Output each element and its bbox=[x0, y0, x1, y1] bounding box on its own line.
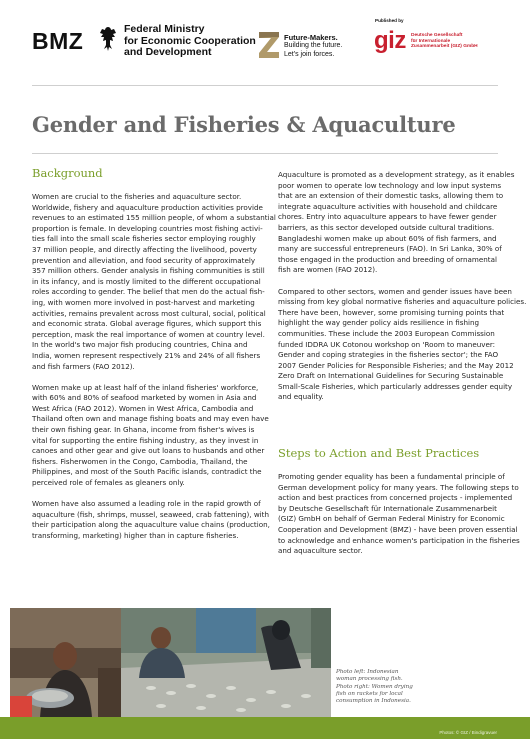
text-line: with 60% and 80% of seafood marketed by women in Asia and bbox=[32, 393, 257, 403]
text-line: canoes and other gear and give out loans to husbands and other bbox=[32, 446, 265, 456]
background-heading: Background bbox=[32, 166, 103, 180]
text-line: roles according to gender. The belief that men do the actual fish- bbox=[32, 287, 265, 297]
text-line: Zero Draft on International Guidelines for Securing Sustainable bbox=[278, 371, 504, 381]
text-line: Worldwide, fishery and aquaculture production activities provide bbox=[32, 202, 263, 212]
text-line: 357 million others. Gender analysis in fishing communities is still bbox=[32, 266, 265, 276]
text-line: by Deutsche Gesellschaft für Internationale Zusammenarbeit bbox=[278, 503, 497, 513]
paragraph bbox=[278, 472, 520, 557]
text-line: vital for supporting the entire fishing industry, as they invest in bbox=[32, 435, 259, 445]
steps-paragraph bbox=[278, 472, 520, 567]
text-line: revenues to an estimated 155 million people, of whom a substantial bbox=[32, 213, 276, 223]
text-line: Gender and coping strategies in the fisheries sector'; the FAO bbox=[278, 350, 499, 360]
giz-name-line: für Internationale bbox=[411, 38, 451, 44]
title-divider bbox=[32, 153, 498, 154]
future-makers-slogan bbox=[284, 34, 342, 59]
text-line: perception, mask the real importance of women at country level. bbox=[32, 329, 265, 339]
text-line: their own fishing gear. In Ghana, income from fisher's wives is bbox=[32, 425, 255, 435]
text-line: that are an extension of their domestic tasks, allowing them to bbox=[278, 191, 504, 201]
text-line: funded IDDRA UK Cotonou workshop on 'Room to maneuver: bbox=[278, 339, 496, 349]
text-line: and equality. bbox=[278, 392, 324, 402]
text-line: 2007 Gender Policies for Responsible Fisheries; and the May 2012 bbox=[278, 360, 514, 370]
text-line: There have been, however, some promising turning points that bbox=[278, 307, 505, 317]
text-line: 37 million people, and directly affecting the livelihood, poverty bbox=[32, 244, 257, 254]
federal-eagle-icon bbox=[98, 25, 118, 53]
slogan-line: Future-Makers. bbox=[284, 33, 338, 42]
text-line: Women have also assumed a leading role in the rapid growth of bbox=[32, 499, 261, 509]
caption-line: woman processing fish. bbox=[336, 676, 403, 683]
footer-bar bbox=[0, 717, 530, 739]
text-line: Small-Scale Fisheries, which particularly addresses gender equity bbox=[278, 381, 513, 391]
text-line: aquaculture (fish, shrimps, mussel, seaweed, crab fattening), with bbox=[32, 509, 269, 519]
text-line: Promoting gender equality has been a fundamental principle of bbox=[278, 472, 505, 481]
paragraph bbox=[278, 170, 515, 276]
caption-line: fish on rackets for local bbox=[336, 690, 403, 697]
text-line: fishers. Fisherwomen in the Congo, Cambodia, Thailand, the bbox=[32, 456, 248, 466]
paragraph bbox=[32, 382, 269, 489]
slogan-line: Let's join forces. bbox=[284, 50, 335, 58]
text-line: activities, remains prevalent across most cultural, social, political bbox=[32, 308, 266, 318]
steps-heading: Steps to Action and Best Practices bbox=[278, 446, 480, 460]
text-line: perceived role of females as gleaners only. bbox=[32, 478, 185, 488]
caption-line: Photo left: Indonesian bbox=[336, 669, 399, 675]
giz-full-name bbox=[411, 33, 478, 50]
caption-line: consumption in Indonesia. bbox=[336, 698, 411, 705]
published-by-label: Published by bbox=[375, 18, 404, 23]
text-line: proportion is female. In developing countries most fishing activi- bbox=[32, 223, 263, 233]
header-divider bbox=[32, 85, 498, 86]
text-line: Women make up at least half of the inland fisheries' workforce, bbox=[32, 382, 259, 392]
text-line: Bangladeshi women make up about 60% of fish farmers, and bbox=[278, 233, 497, 243]
ministry-name bbox=[124, 24, 256, 59]
text-line: and economic strata. Global average figures, which support this bbox=[32, 319, 262, 329]
giz-name-line: Deutsche Gesellschaft bbox=[411, 33, 463, 38]
text-line: chores. Entry into aquaculture appears to have fewer gender bbox=[278, 212, 497, 222]
text-line: India, women represent respectively 21% and 24% of all fishers bbox=[32, 350, 261, 360]
text-line: Women are crucial to the fisheries and aquaculture sector. bbox=[32, 192, 242, 201]
text-line: missing from key global normative fisheries and aquaculture policies. bbox=[278, 297, 527, 307]
paragraph bbox=[32, 499, 270, 541]
text-line: to acknowledge and enhance women's participation in the fisheries bbox=[278, 535, 520, 545]
bmz-logo: BMZ bbox=[32, 28, 84, 54]
future-makers-z-icon bbox=[258, 30, 280, 60]
text-line: in its infancy, and is mostly limited to the different occupational bbox=[32, 276, 261, 286]
text-line: Compared to other sectors, women and gender issues have been bbox=[278, 286, 512, 296]
text-line: integrate aquaculture activities with household and childcare bbox=[278, 201, 498, 211]
page-title: Gender and Fisheries & Aquaculture bbox=[32, 112, 456, 137]
text-line: prevention and alleviation, and food security of approximately bbox=[32, 255, 256, 265]
paragraph bbox=[32, 192, 276, 372]
giz-name-line: Zusammenarbeit (GIZ) GmbH bbox=[411, 44, 478, 50]
caption-line: Photo right: Women drying bbox=[336, 683, 413, 690]
photo-women-drying-fish bbox=[121, 608, 331, 718]
ministry-line: for Economic Cooperation bbox=[124, 34, 256, 47]
text-line: Thailand often own and manage fishing boats and may even have bbox=[32, 414, 269, 424]
text-line: those engaged in the production and breeding of ornamental bbox=[278, 254, 497, 264]
text-line: action and best practices from concerned projects - implemented bbox=[278, 493, 513, 503]
text-line: highlight the way gender policy aids resilience in fishing bbox=[278, 318, 480, 328]
photo-woman-processing-fish bbox=[10, 608, 121, 718]
text-line: German development policy for many years. The following steps to bbox=[278, 482, 519, 492]
text-line: poor women to operate low technology and low input systems bbox=[278, 180, 502, 190]
ministry-line: and Development bbox=[124, 46, 212, 58]
paragraph bbox=[278, 286, 527, 404]
text-line: their participation along the aquaculture value chains (production, bbox=[32, 520, 270, 530]
text-line: West Africa (FAO 2012). Women in West Africa, Cambodia and bbox=[32, 403, 254, 413]
slogan-line: Building the future. bbox=[284, 42, 343, 50]
text-line: and fish farmers (FAO 2012). bbox=[32, 361, 135, 371]
text-line: Aquaculture is promoted as a development strategy, as it enables bbox=[278, 170, 515, 179]
text-line: transforming, marketing) higher than in capture fisheries. bbox=[32, 531, 239, 540]
text-line: ing, with women more involved in post-harvest and marketing bbox=[32, 297, 255, 307]
text-line: many are successful entrepreneurs (FAO). In Sri Lanka, 30% of bbox=[278, 244, 502, 254]
text-line: ties fall into the small scale fisheries sector employing roughly bbox=[32, 234, 256, 244]
text-line: barriers, as this sector developed outside cultural traditions. bbox=[278, 222, 495, 232]
text-line: communities. These include the 2003 European Commission bbox=[278, 328, 495, 338]
text-line: Cooperation and Development (BMZ) - have been proven essential bbox=[278, 524, 518, 534]
left-column-text bbox=[32, 192, 276, 552]
text-line: In the world's two major fish producing countries, China and bbox=[32, 340, 248, 350]
text-line: (GIZ) GmbH on behalf of German Federal Ministry for Economic bbox=[278, 514, 505, 524]
ministry-line: Federal Ministry bbox=[124, 23, 205, 35]
text-line: and aquaculture sector. bbox=[278, 546, 363, 556]
right-column-text bbox=[278, 170, 527, 414]
photo-credit: Photos: © GIZ / Bindigravuer bbox=[439, 730, 497, 735]
giz-logo: giz bbox=[374, 27, 406, 54]
text-line: Philippines, and most of the South Pacific islands, contradict the bbox=[32, 467, 262, 477]
text-line: fish are women (FAO 2012). bbox=[278, 265, 378, 275]
photo-caption bbox=[336, 669, 446, 705]
